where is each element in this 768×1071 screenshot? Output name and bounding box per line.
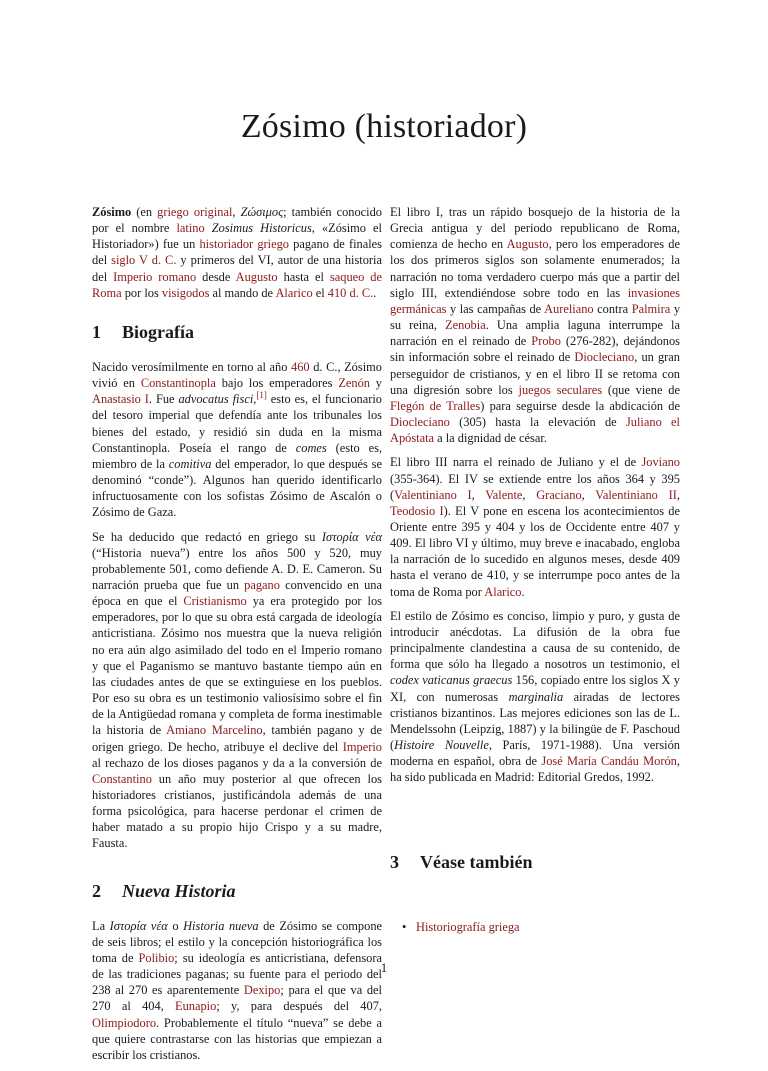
page-number: 1 bbox=[380, 961, 388, 975]
link-imperio-romano[interactable]: Imperio romano bbox=[113, 269, 197, 284]
see-also-list bbox=[390, 919, 680, 935]
link-juegos-seculares[interactable]: juegos seculares bbox=[518, 382, 603, 397]
link-augusto-2[interactable]: Augusto bbox=[506, 237, 549, 252]
link-pagano[interactable]: pagano bbox=[244, 577, 280, 592]
section-heading-nueva-historia bbox=[92, 880, 382, 902]
link-cristianismo[interactable]: Cristianismo bbox=[183, 594, 247, 609]
right-column bbox=[390, 204, 680, 936]
section-number: 1 bbox=[92, 321, 101, 342]
section-number: 2 bbox=[92, 880, 101, 901]
link-diocleciano-2[interactable]: Diocleciano bbox=[390, 415, 450, 430]
section-title: Véase también bbox=[420, 852, 533, 873]
link-latino[interactable]: latino bbox=[176, 221, 205, 236]
link-probo[interactable]: Probo bbox=[531, 334, 561, 349]
link-anastasio-i[interactable]: Anastasio I bbox=[92, 392, 149, 407]
link-invasiones-germanicas[interactable]: invasiones germánicas bbox=[390, 285, 680, 316]
link-teodosio-i[interactable]: Teodosio I bbox=[390, 503, 444, 518]
link-constantinopla[interactable]: Constantinopla bbox=[140, 376, 216, 391]
link-diocleciano[interactable]: Diocleciano bbox=[574, 350, 635, 365]
link-olimpiodoro[interactable]: Olimpiodoro bbox=[92, 1015, 157, 1030]
link-zenobia[interactable]: Zenobia bbox=[445, 318, 486, 333]
reference-link[interactable]: [1] bbox=[256, 390, 267, 401]
link-valentiniano-i[interactable]: Valentiniano I bbox=[394, 487, 472, 502]
section-heading-biografia bbox=[92, 321, 382, 343]
link-historiografia-griega[interactable]: Historiografía griega bbox=[416, 920, 520, 935]
link-augusto[interactable]: Augusto bbox=[235, 269, 278, 284]
section-heading-vease-tambien bbox=[390, 851, 680, 873]
link-polibio[interactable]: Polibio bbox=[138, 950, 175, 965]
biografia-paragraph-2: Se ha deducido que redactó en griego su Ιστορία νέα (“Historia nueva”) entre los años 500 y 520, muy probablemente 501, como defiende A. D. E. Cameron. Su narración prueba que fue un pagano convencido en una época en que el Cristianismo ya era protegido por los emperadores, por lo que su obra está cargada de ideología anticristiana. Zósimo nos muestra que la nueva religión no era aún algo asimilado del todo en el Imperio romano y que el Paganismo se mantuvo bastante tiempo aún en las ciudades antes de que se extinguiese en los pueblos. Por eso su obra es un testimonio valiosísimo sobre el fin de la Antigüedad romana y completa de forma inestimable la historia de Amiano Marcelino, también pagano y de origen griego. De hecho, atribuye el declive del Imperio al rechazo de los dioses paganos y da a la conversión de Constantino un año muy posterior al que ofrecen los historiadores cristianos, justificándola además de una forma psicológica, para hacerse perdonar el crimen de haber matado a su propio hijo Crispo y a su madre, Fausta. bbox=[92, 529, 382, 851]
link-siglo-v[interactable]: siglo V d. C. bbox=[111, 253, 177, 268]
section-title: Biografía bbox=[122, 321, 194, 342]
link-imperio[interactable]: Imperio bbox=[342, 739, 382, 754]
link-juliano-el-apostata[interactable]: Juliano el Apóstata bbox=[390, 415, 680, 446]
link-palmira[interactable]: Palmira bbox=[631, 301, 671, 316]
link-alarico-2[interactable]: Alarico bbox=[484, 584, 522, 599]
link-griego-original[interactable]: griego original bbox=[157, 205, 233, 219]
link-griego[interactable]: griego bbox=[257, 237, 289, 252]
link-flegon-de-tralles[interactable]: Flegón de Tralles bbox=[390, 398, 481, 413]
nueva-historia-paragraph-1: La Ιστορία νέα o Historia nueva de Zósimo se compone de seis libros; el estilo y la concepción historiográfica los toma de Polibio; su ideología es anticristiana, defensora de las tradiciones paganas; su fuente para el periodo del 238 al 270 es aparentemente Dexipo; para el que va del 270 al 404, Eunapio; y, para después del 407, Olimpiodoro. Probablemente el título “nueva” se debe a que quiere contrastarse con las historias que empiezan a escribir los cristianos. bbox=[92, 918, 383, 1062]
section-number: 3 bbox=[390, 852, 399, 873]
left-column bbox=[92, 204, 382, 1071]
link-joviano[interactable]: Joviano bbox=[641, 455, 680, 470]
link-460[interactable]: 460 bbox=[291, 359, 310, 374]
link-jose-maria-candau-moron[interactable]: José María Candáu Morón bbox=[541, 754, 677, 769]
link-constantino[interactable]: Constantino bbox=[92, 771, 152, 786]
link-amiano-marcelino[interactable]: Amiano Marcelino bbox=[166, 723, 263, 738]
link-zenon[interactable]: Zenón bbox=[338, 376, 370, 391]
nueva-historia-paragraph-2: El libro I, tras un rápido bosquejo de la historia de la Grecia antigua y del periodo republicano de Roma, comienza de hecho en Augusto, pero los emperadores de los dos primeros siglos son solamente enumerados; la narración no toma verdadero cuerpo más que a partir del siglo III, extendiéndose sobre todo en las invasiones germánicas y las campañas de Aureliano contra Palmira y su reina, Zenobia. Una amplia laguna interrumpe la narración en el reinado de Probo (276-282), dejándonos sin información sobre el reinado de Diocleciano, un gran perseguidor de cristianos, y en el libro II se retoma con una digresión sobre los juegos seculares (que viene de Flegón de Tralles) para seguirse desde la abdicación de Diocleciano (305) hasta la elevación de Juliano el Apóstata a la dignidad de césar. bbox=[390, 205, 681, 446]
section-title: Nueva Historia bbox=[122, 880, 236, 901]
biografia-paragraph-1: Nacido verosímilmente en torno al año 460 d. C., Zósimo vivió en Constantinopla bajo los emperadores Zenón y Anastasio I. Fue advocatus fisci,[1] esto es, el funcionario del tesoro imperial que defendía ante los tribunales los bienes del estado, y residió sin duda en la misma Constantinopla. Poseía el rango de comes (esto es, miembro de la comitiva del emperador, lo que después se denominó “conde”). Algunos han querido identificarlo infructuosamente con los sofistas Zósimo de Ascalón o Zósimo de Gaza. bbox=[92, 359, 383, 520]
page-title: Zósimo (historiador) bbox=[240, 108, 528, 145]
link-visigodos[interactable]: visigodos bbox=[161, 285, 210, 300]
link-eunapio[interactable]: Eunapio bbox=[175, 999, 217, 1014]
nueva-historia-paragraph-3: El libro III narra el reinado de Juliano y el de Joviano (355-364). El IV se extiende entre los años 364 y 395 (Valentiniano I, Valente, Graciano, Valentiniano II, Teodosio I). El V pone en escena los acontecimientos de Oriente entre 395 y 404 y los de Occidente entre 407 y 409. El libro VI y último, muy breve e inacabado, engloba la narración de lo sucedido en algunos meses, desde 409 hasta el verano de 410, y se interrumpe poco antes de la toma de Roma por Alarico. bbox=[390, 455, 680, 599]
list-item bbox=[390, 919, 680, 935]
link-graciano[interactable]: Graciano bbox=[536, 487, 582, 502]
link-valente[interactable]: Valente bbox=[485, 487, 523, 502]
intro-paragraph: Zósimo (en griego original, Ζώσιμος; también conocido por el nombre latino Zosimus Historicus, «Zósimo el Historiador») fue un historiador griego pagano de finales del siglo V d. C. y primeros del VI, autor de una historia del Imperio romano desde Augusto hasta el saqueo de Roma por los visigodos al mando de Alarico el 410 d. C.. bbox=[92, 205, 383, 300]
link-saqueo-de-roma[interactable]: saqueo de Roma bbox=[92, 269, 382, 300]
link-aureliano[interactable]: Aureliano bbox=[544, 301, 594, 316]
link-410[interactable]: 410 d. C. bbox=[327, 285, 374, 300]
link-dexipo[interactable]: Dexipo bbox=[243, 983, 281, 998]
article-subject: Zósimo bbox=[92, 205, 132, 219]
link-historiador[interactable]: historiador bbox=[199, 237, 254, 252]
nueva-historia-paragraph-4: El estilo de Zósimo es conciso, limpio y puro, y gusta de introducir anécdotas. La difusión de la obra fue principalmente clandestina a causa de su contenido, de forma que sólo ha llegado a nosotros un testimonio, el codex vaticanus graecus 156, copiado entre los siglos X y XI, con numerosas marginalia airadas de lectores cristianos bizantinos. Las mejores ediciones son las de L. Mendelssohn (Leipzig, 1887) y la bilingüe de F. Paschoud (Histoire Nouvelle, París, 1971-1988). Una versión moderna en español, obra de José María Candáu Morón, ha sido publicada en Madrid: Editorial Gredos, 1992. bbox=[390, 608, 680, 785]
link-alarico[interactable]: Alarico bbox=[275, 285, 313, 300]
link-valentiniano-ii[interactable]: Valentiniano II bbox=[595, 487, 677, 502]
